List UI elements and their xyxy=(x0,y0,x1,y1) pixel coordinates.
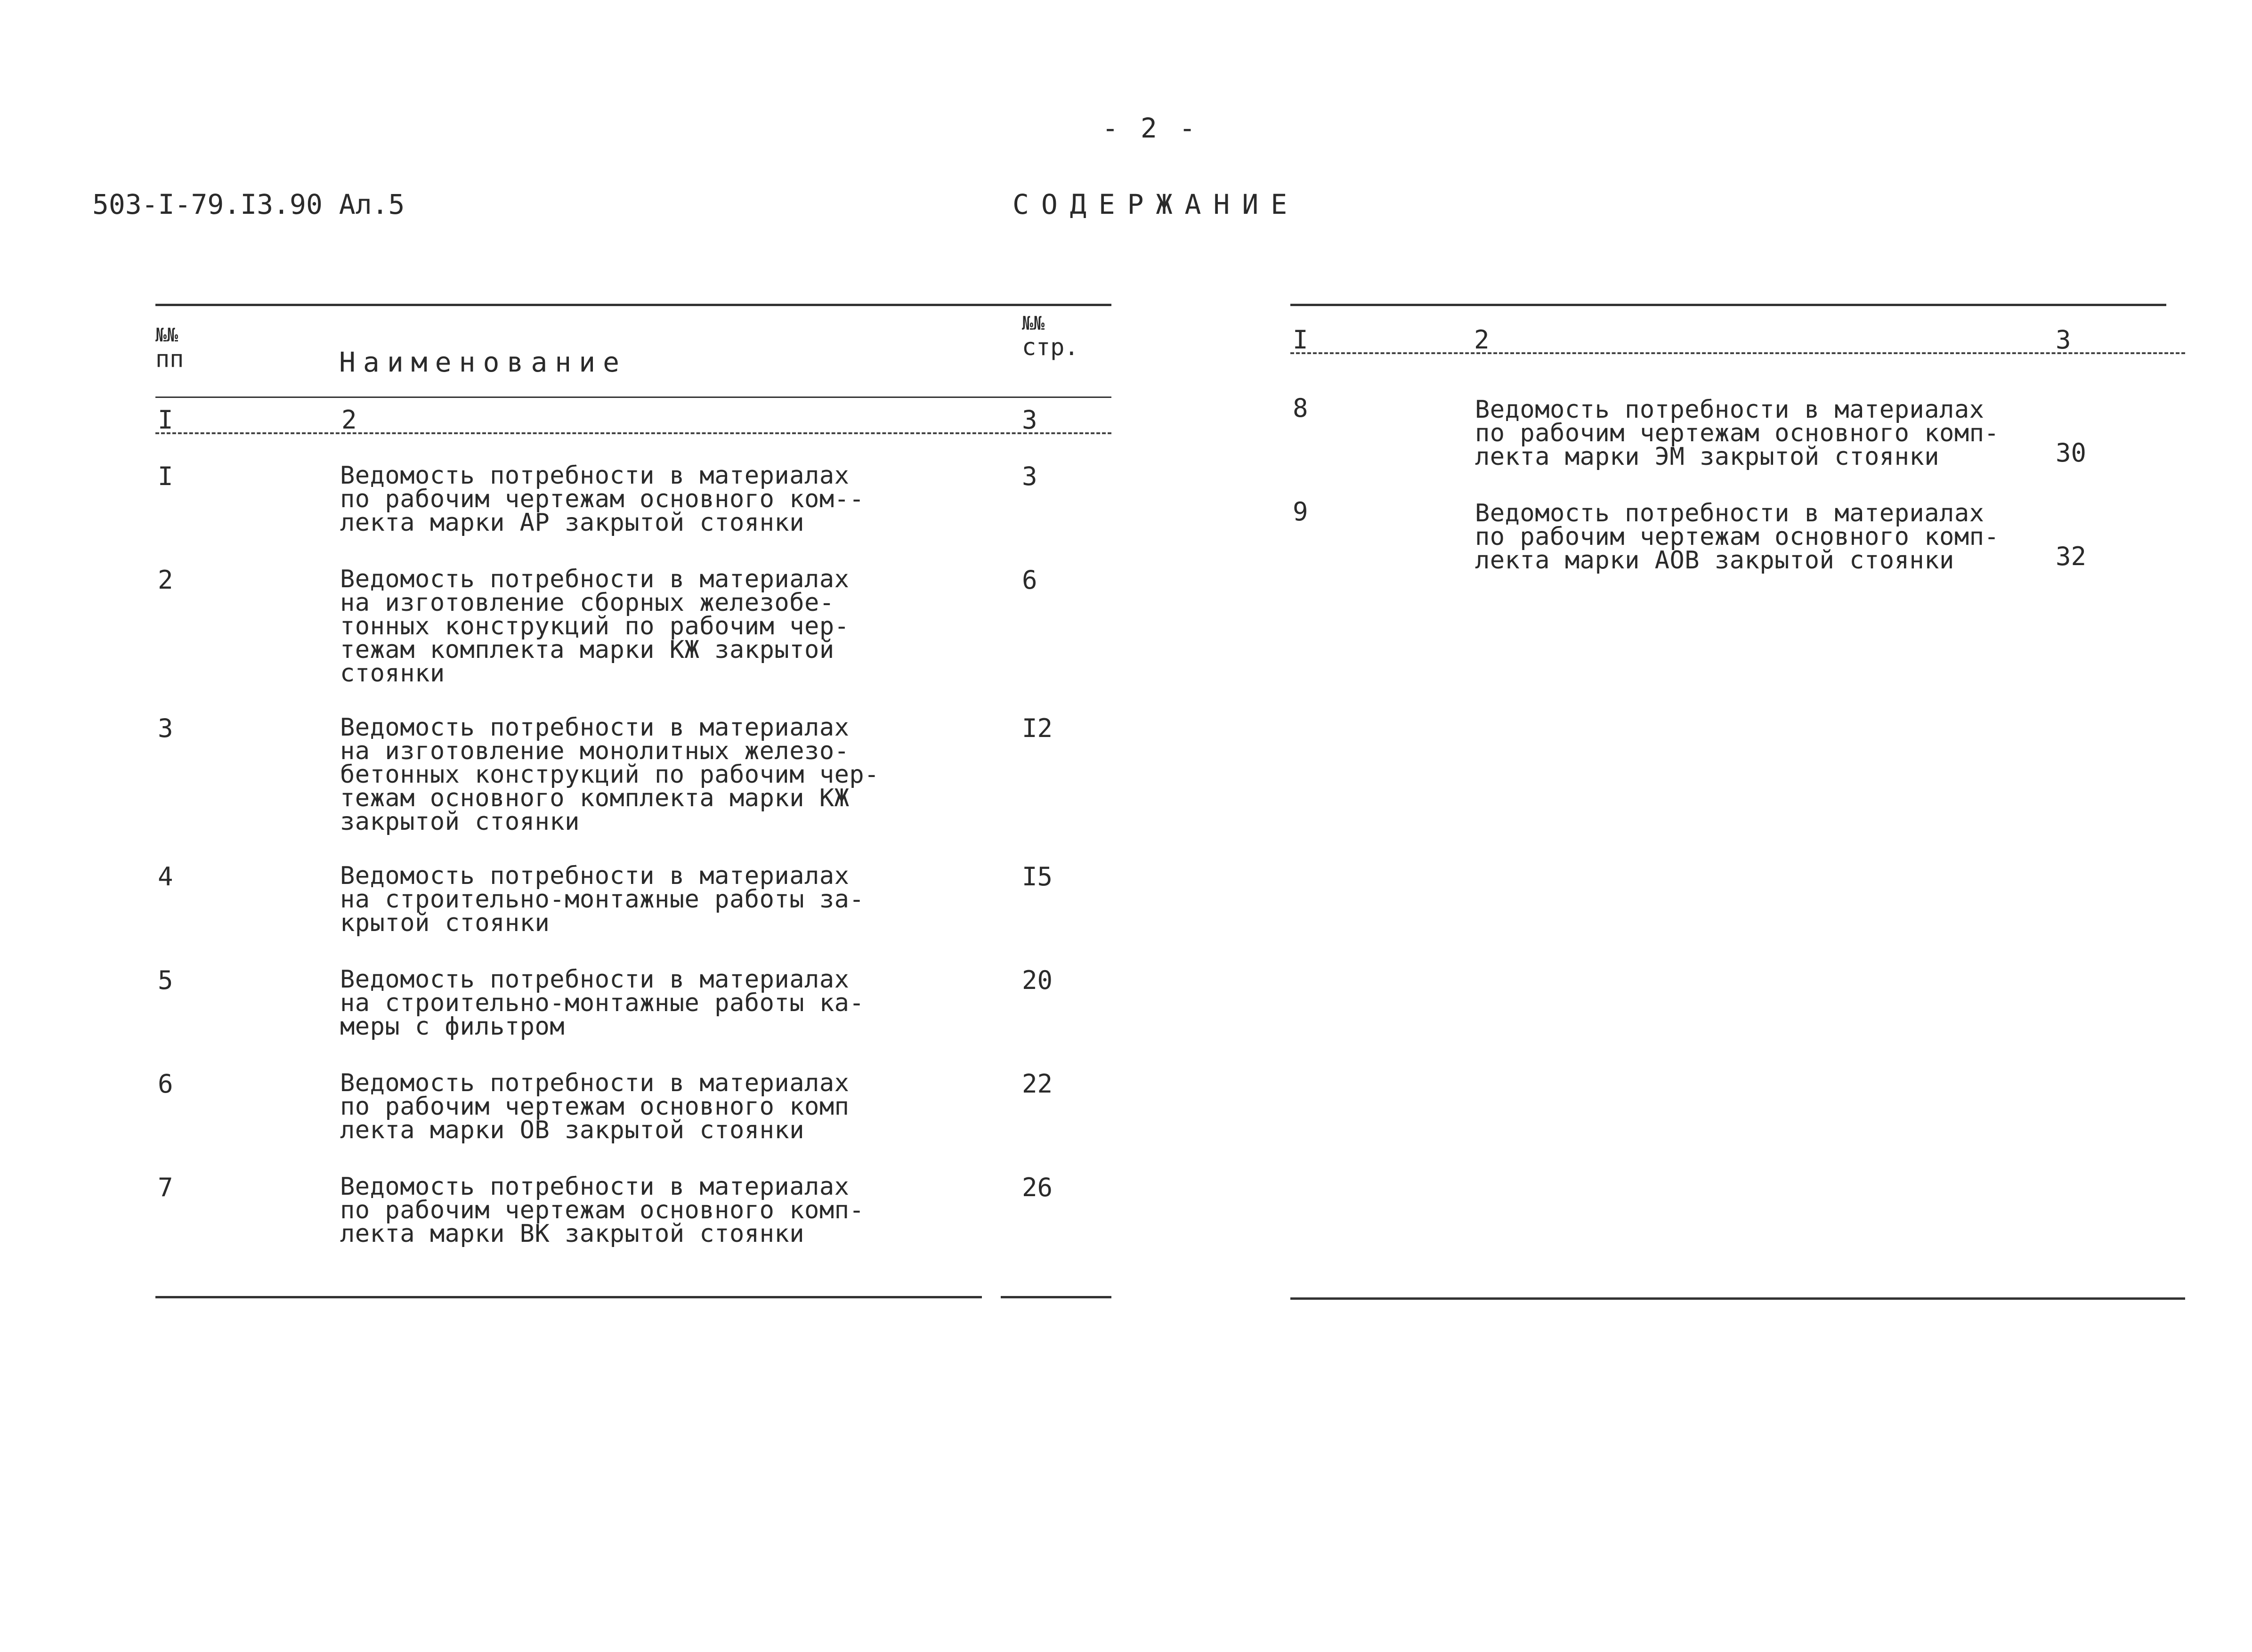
row-name: Ведомость потребности в материалах по рабочим чертежам основного ком-- лекта марки АР закрытой стоянки xyxy=(340,462,865,537)
row-page: 6 xyxy=(1022,565,1037,595)
row-number: 7 xyxy=(158,1173,173,1202)
row-page: 30 xyxy=(2056,438,2087,468)
row-number: 5 xyxy=(158,965,173,995)
row-number: I xyxy=(158,462,173,491)
header-page-label xyxy=(1022,313,1078,360)
header-rule xyxy=(155,397,1111,398)
row-page: 32 xyxy=(2056,542,2087,571)
header-page-label-line2: стр. xyxy=(1022,333,1079,361)
column-number-2: 2 xyxy=(1474,325,1490,355)
row-name: Ведомость потребности в материалах на изготовление монолитных железо- бетонных конструкций по рабочим чер- тежам основного комплекта марки КЖ закрытой стоянки xyxy=(340,713,880,836)
row-page: 20 xyxy=(1022,965,1053,995)
row-name: Ведомость потребности в материалах на строительно-монтажные работы ка- меры с фильтром xyxy=(340,965,865,1041)
row-number: 2 xyxy=(158,565,173,595)
page-title: СОДЕРЖАНИЕ xyxy=(1013,188,1300,220)
header-number-label-line2: пп xyxy=(155,345,184,373)
row-name: Ведомость потребности в материалах на изготовление сборных железобе- тонных конструкций по рабочим чер- тежам комплекта марки КЖ закрытой стоянки xyxy=(340,565,850,688)
row-name: Ведомость потребности в материалах по рабочим чертежам основного комп- лекта марки ВК закрытой стоянки xyxy=(340,1173,865,1248)
table-top-rule xyxy=(1290,304,2166,306)
row-page: I5 xyxy=(1022,862,1053,891)
column-number-3: 3 xyxy=(1022,405,1037,435)
document-code: 503-I-79.I3.90 Ал.5 xyxy=(92,188,405,220)
row-name: Ведомость потребности в материалах по рабочим чертежам основного комп- лекта марки ЭМ закрытой стоянки xyxy=(1475,396,2000,471)
row-name: Ведомость потребности в материалах по рабочим чертежам основного комп- лекта марки АОВ закрытой стоянки xyxy=(1475,499,2000,575)
table-top-rule xyxy=(155,304,1111,306)
page-number: - 2 - xyxy=(1102,112,1199,144)
row-name: Ведомость потребности в материалах по рабочим чертежам основного комп лекта марки ОВ закрытой стоянки xyxy=(340,1069,850,1144)
row-name: Ведомость потребности в материалах на строительно-монтажные работы за- крытой стоянки xyxy=(340,862,865,937)
table-bottom-rule xyxy=(1290,1297,2185,1300)
row-page: 26 xyxy=(1022,1173,1053,1202)
column-numbers-rule xyxy=(1290,352,2185,354)
header-number-label xyxy=(155,325,184,372)
table-bottom-rule xyxy=(155,1296,982,1298)
column-number-3: 3 xyxy=(2056,325,2071,355)
row-number: 3 xyxy=(158,713,173,743)
header-name-label: Наименование xyxy=(339,346,627,378)
column-numbers-rule xyxy=(155,432,1111,434)
row-number: 8 xyxy=(1293,393,1308,423)
row-page: 22 xyxy=(1022,1069,1053,1099)
row-number: 9 xyxy=(1293,497,1308,526)
table-bottom-rule-page-column xyxy=(1001,1296,1111,1298)
row-number: 4 xyxy=(158,862,173,891)
row-page: I2 xyxy=(1022,713,1053,743)
header-number-label-line1: №№ xyxy=(155,324,178,346)
row-number: 6 xyxy=(158,1069,173,1099)
row-page: 3 xyxy=(1022,462,1037,491)
column-number-2: 2 xyxy=(341,405,357,435)
column-number-1: I xyxy=(1293,325,1308,355)
column-number-1: I xyxy=(158,405,173,435)
header-page-label-line1: №№ xyxy=(1022,313,1045,334)
